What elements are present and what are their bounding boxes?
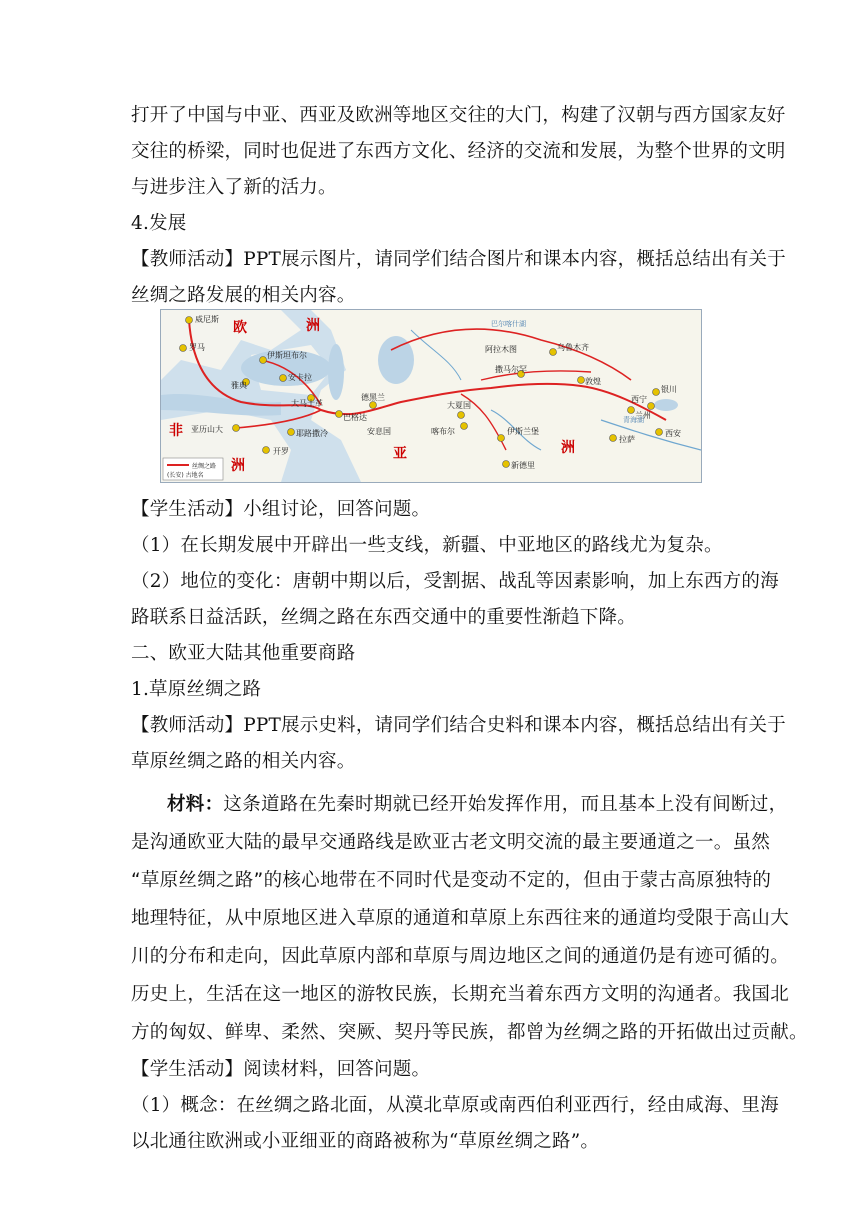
- map-city-label: 开罗: [273, 447, 289, 456]
- paragraph-line: 打开了中国与中亚、西亚及欧洲等地区交往的大门，构建了汉朝与西方国家友好: [131, 105, 786, 126]
- material-first-line: [131, 786, 788, 824]
- material-line: 地理特征，从中原地区进入草原的通道和草原上东西往来的通道均受限于高山大: [131, 908, 790, 929]
- paragraph-line: 路联系日益活跃，丝绸之路在东西交通中的重要性渐趋下降。: [131, 607, 636, 628]
- map-continent-label: 洲: [306, 318, 320, 334]
- section-heading: 1.草原丝绸之路: [131, 679, 262, 700]
- map-city-label: 银川: [661, 385, 677, 394]
- map-city-label: 威尼斯: [195, 315, 219, 324]
- map-city-label: 乌鲁木齐: [557, 343, 589, 352]
- map-city-label: 安卡拉: [288, 373, 312, 382]
- map-city-label: 阿拉木图: [485, 345, 517, 354]
- paragraph-line: 与进步注入了新的活力。: [131, 177, 337, 198]
- material-line: 方的匈奴、鲜卑、柔然、突厥、契丹等民族，都曾为丝绸之路的开拓做出过贡献。: [131, 1022, 808, 1043]
- paragraph-line: 草原丝绸之路的相关内容。: [131, 751, 356, 772]
- section-heading: 二、欧亚大陆其他重要商路: [131, 643, 356, 664]
- paragraph-line: 【教师活动】PPT展示史料，请同学们结合史料和课本内容，概括总结出有关于: [131, 715, 786, 736]
- paragraph-line: 【学生活动】阅读材料，回答问题。: [131, 1059, 431, 1080]
- silk-road-map: [160, 309, 702, 483]
- map-city-label: 兰州: [635, 411, 651, 420]
- map-continent-label: 洲: [231, 458, 245, 474]
- section-heading: 4.发展: [131, 213, 187, 234]
- map-city-label: 伊斯坦布尔: [267, 351, 307, 360]
- map-city-label: 巴格达: [343, 413, 367, 422]
- material-label: 材料：: [167, 794, 224, 815]
- map-city-label: 亚历山大: [191, 425, 223, 434]
- paragraph-line: （1）在长期发展中开辟出一些支线，新疆、中亚地区的路线尤为复杂。: [131, 535, 723, 556]
- material-line: 历史上，生活在这一地区的游牧民族，长期充当着东西方文明的沟通者。我国北: [131, 984, 790, 1005]
- map-city-label: 敦煌: [585, 377, 601, 386]
- paragraph-line: 【教师活动】PPT展示图片，请同学们结合图片和课本内容，概括总结出有关于: [131, 249, 786, 270]
- map-continent-label: 非: [169, 423, 183, 439]
- material-line: 是沟通欧亚大陆的最早交通路线是欧亚古老文明交流的最主要通道之一。虽然: [131, 832, 771, 853]
- map-city-label: 德黑兰: [361, 393, 385, 402]
- map-city-label: 罗马: [189, 343, 205, 352]
- paragraph-line: （2）地位的变化：唐朝中期以后，受割据、战乱等因素影响，加上东西方的海: [131, 571, 779, 592]
- map-city-label: 伊斯兰堡: [507, 427, 539, 436]
- map-city-label: 西安: [665, 429, 681, 438]
- map-city-label: 安息国: [367, 427, 391, 436]
- map-lake-label: 巴尔喀什湖: [491, 320, 526, 328]
- paragraph-line: 以北通往欧洲或小亚细亚的商路被称为“草原丝绸之路”。: [131, 1131, 600, 1152]
- map-lake-label: 青海湖: [623, 416, 644, 424]
- map-legend-label: 丝绸之路: [192, 463, 217, 470]
- material-text: 这条道路在先秦时期就已经开始发挥作用，而且基本上没有间断过，: [223, 794, 788, 815]
- map-legend-sub: (长安) 古地名: [167, 472, 204, 479]
- map-continent-label: 亚: [393, 446, 407, 462]
- paragraph-line: （1）概念：在丝绸之路北面，从漠北草原或南西伯利亚西行，经由咸海、里海: [131, 1095, 779, 1116]
- paragraph-line: 【学生活动】小组讨论，回答问题。: [131, 499, 431, 520]
- map-city-label: 喀布尔: [431, 427, 455, 436]
- map-city-label: 耶路撒冷: [296, 429, 328, 438]
- map-city-label: 拉萨: [619, 435, 635, 444]
- map-city-label: 撒马尔罕: [495, 365, 527, 374]
- paragraph-line: 交往的桥梁，同时也促进了东西方文化、经济的交流和发展，为整个世界的文明: [131, 141, 786, 162]
- map-continent-label: 欧: [233, 320, 247, 336]
- map-city-label: 大马士革: [291, 399, 323, 408]
- map-city-label: 雅典: [231, 381, 247, 390]
- material-line: “草原丝绸之路”的核心地带在不同时代是变动不定的，但由于蒙古高原独特的: [131, 870, 772, 891]
- map-city-label: 新德里: [511, 461, 535, 470]
- map-continent-label: 洲: [561, 440, 575, 456]
- map-city-label: 大夏国: [447, 401, 471, 410]
- paragraph-line: 丝绸之路发展的相关内容。: [131, 285, 356, 306]
- material-line: 川的分布和走向，因此草原内部和草原与周边地区之间的通道仍是有迹可循的。: [131, 946, 790, 967]
- map-city-label: 西宁: [631, 395, 647, 404]
